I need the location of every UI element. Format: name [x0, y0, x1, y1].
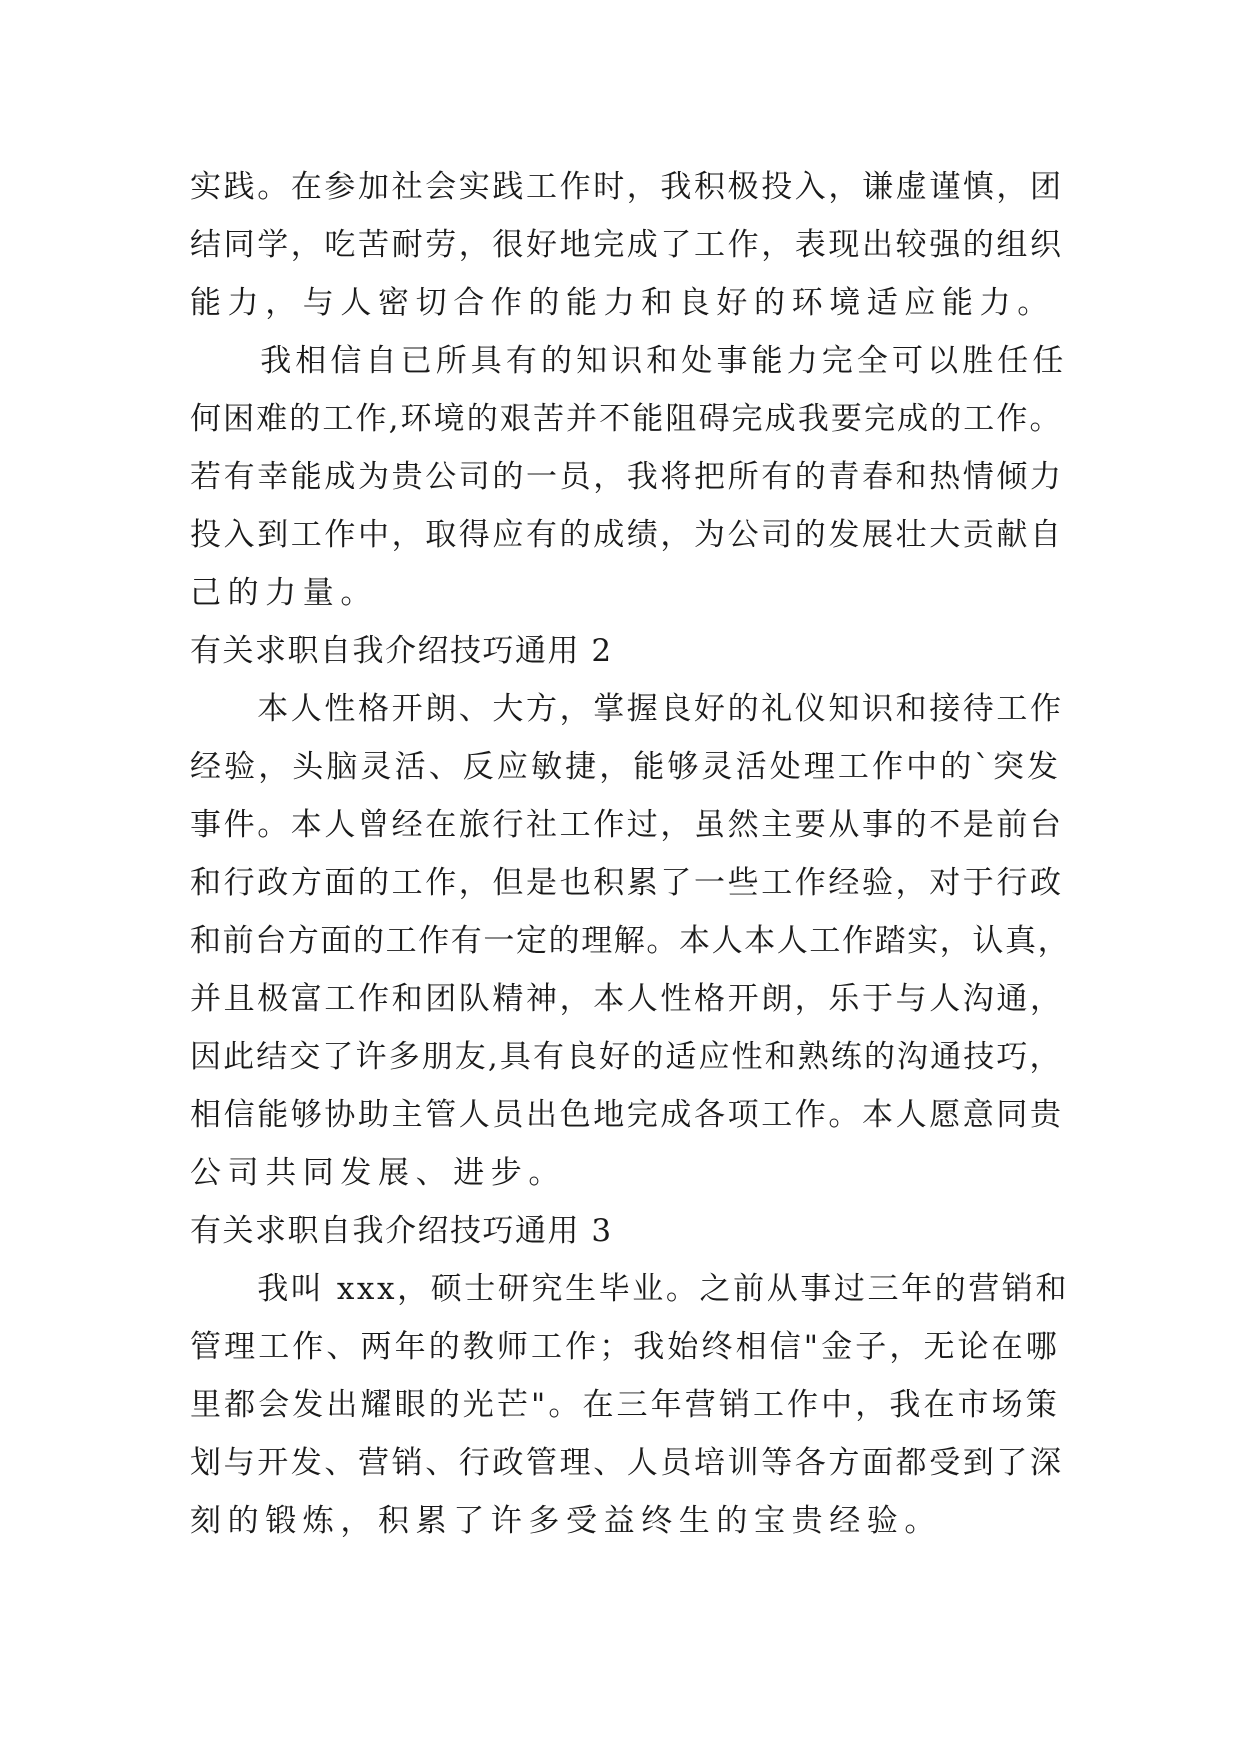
- text-line: 公司共同发展、进步。: [190, 1155, 566, 1191]
- text-line: 本人性格开朗、大方，掌握良好的礼仪知识和接待工作: [190, 691, 1064, 727]
- text-line: 经验，头脑灵活、反应敏捷，能够灵活处理工作中的`突发: [190, 749, 1062, 785]
- text-line: 何困难的工作,环境的艰苦并不能阻碍完成我要完成的工作。: [190, 401, 1063, 437]
- paragraph-social-practice: [190, 158, 1065, 332]
- text-line: 事件。本人曾经在旅行社工作过，虽然主要从事的不是前台: [190, 807, 1064, 843]
- text-line: 我相信自已所具有的知识和处事能力完全可以胜任任: [190, 343, 1068, 379]
- text-line: 结同学，吃苦耐劳，很好地完成了工作，表现出较强的组织: [190, 227, 1064, 263]
- section-heading-2: 有关求职自我介绍技巧通用 2: [190, 633, 613, 669]
- text-line: 管理工作、两年的教师工作；我始终相信"金子，无论在哪: [190, 1329, 1060, 1365]
- text-line: 并且极富工作和团队精神，本人性格开朗，乐于与人沟通，: [190, 981, 1064, 1017]
- text-line: 己的力量。: [190, 575, 378, 611]
- paragraph-introduction: [190, 1260, 1070, 1550]
- text-line: 相信能够协助主管人员出色地完成各项工作。本人愿意同贵: [190, 1097, 1064, 1133]
- text-line: 和行政方面的工作，但是也积累了一些工作经验，对于行政: [190, 865, 1064, 901]
- paragraph-personality: [190, 680, 1071, 1202]
- paragraph-confidence: [190, 332, 1068, 622]
- section-heading-3: 有关求职自我介绍技巧通用 3: [190, 1213, 613, 1249]
- text-line: 若有幸能成为贵公司的一员，我将把所有的青春和热情倾力: [190, 459, 1064, 495]
- text-line: 刻的锻炼，积累了许多受益终生的宝贵经验。: [190, 1503, 942, 1539]
- text-line: 我叫 xxx，硕士研究生毕业。之前从事过三年的营销和: [190, 1271, 1070, 1307]
- text-line: 因此结交了许多朋友,具有良好的适应性和熟练的沟通技巧，: [190, 1039, 1063, 1075]
- text-line: 里都会发出耀眼的光芒"。在三年营销工作中，我在市场策: [190, 1387, 1060, 1423]
- text-line: 能力，与人密切合作的能力和良好的环境适应能力。: [190, 285, 1055, 321]
- text-line: 划与开发、营销、行政管理、人员培训等各方面都受到了深: [190, 1445, 1064, 1481]
- text-line: 和前台方面的工作有一定的理解。本人本人工作踏实，认真，: [190, 923, 1071, 959]
- text-line: 实践。在参加社会实践工作时，我积极投入，谦虚谨慎，团: [190, 169, 1064, 205]
- text-line: 投入到工作中，取得应有的成绩，为公司的发展壮大贡献自: [190, 517, 1064, 553]
- document-body: [190, 158, 1071, 1550]
